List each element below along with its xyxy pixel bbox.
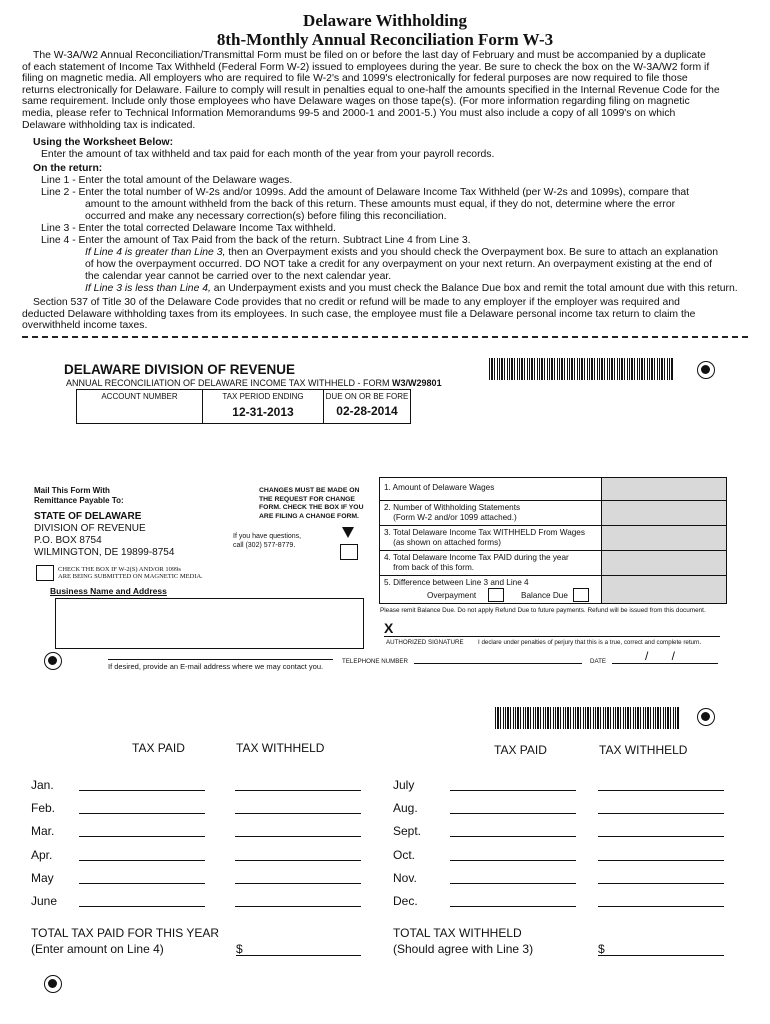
agency-name: DELAWARE DIVISION OF REVENUE	[64, 362, 296, 377]
return-line-4: Line 4 - Enter the amount of Tax Paid from the back of the return. Subtract Line 4 from Line 3.	[41, 235, 471, 246]
worksheet-heading: Using the Worksheet Below:	[33, 137, 174, 148]
return-line-2-cont: occurred and make any necessary correction(s) before filing this reconciliation.	[85, 211, 447, 222]
barcode-top	[489, 358, 673, 380]
intro-line: media, please refer to Technical Information Memorandums 99-5 and 2000-1 and 2001-5.) You must also include a copy of all 1099's on which	[22, 107, 676, 119]
magnetic-media-line: CHECK THE BOX IF W-2(S) AND/OR 1099s	[58, 566, 181, 573]
month-label: Mar.	[31, 824, 55, 838]
dollar-sign: $	[598, 942, 605, 956]
tax-paid-field[interactable]	[79, 790, 205, 791]
return-line-2: Line 2 - Enter the total number of W-2s and/or 1099s. Add the amount of Delaware Income Tax Withheld (per W-2s and 1099s), compare that	[41, 187, 690, 198]
telephone-label: TELEPHONE NUMBER	[342, 658, 409, 665]
intro-line: same requirement. Include only those employees who have Delaware wages on those tape(s). (For more information regarding filing on magnetic	[22, 96, 690, 108]
due-date-label: DUE ON OR BE FORE	[325, 392, 409, 401]
overpayment-instruction: then an Overpayment exists and you should check the Overpayment box. Be sure to attach an explanation	[225, 247, 719, 258]
intro-line: returns electronically for Delaware. Failure to comply will result in penalties equal to one-half the amounts specified in the Internal Revenue Code for the	[22, 84, 720, 96]
total-tax-paid-note: (Enter amount on Line 4)	[31, 942, 164, 956]
balance-due-label: Balance Due	[521, 591, 568, 600]
date-label: DATE	[590, 658, 607, 665]
return-heading: On the return:	[33, 163, 103, 174]
tax-withheld-field[interactable]	[598, 790, 724, 791]
date-field[interactable]	[612, 663, 718, 664]
month-label: Aug.	[393, 801, 418, 815]
return-line-2-cont: amount to the amount withheld from the back of this return. These amounts must equal, if they do not, determine where the error	[85, 199, 676, 210]
month-label: Oct.	[393, 848, 416, 862]
due-date-value: 02-28-2014	[336, 404, 398, 418]
total-tax-withheld-note: (Should agree with Line 3)	[393, 942, 534, 956]
tax-paid-field[interactable]	[450, 836, 576, 837]
balance-due-checkbox[interactable]	[573, 588, 589, 602]
tax-paid-field[interactable]	[79, 836, 205, 837]
title-line-2: 8th-Monthly Annual Reconciliation Form W-3	[216, 30, 554, 49]
overpayment-condition: If Line 4 is greater than Line 3,	[85, 247, 226, 258]
change-form-checkbox[interactable]	[340, 544, 358, 560]
email-field[interactable]	[108, 659, 333, 660]
tax-paid-field[interactable]	[79, 883, 205, 884]
form-subtitle	[66, 378, 442, 388]
changes-note-line: THE REQUEST FOR CHANGE	[259, 495, 355, 503]
section-537-line: Section 537 of Title 30 of the Delaware Code provides that no credit or refund will be made to any employer if the employer was required and	[33, 297, 680, 308]
line-2-label-line: 2. Number of Withholding Statements	[384, 503, 521, 512]
return-line-4-overpayment	[85, 247, 718, 259]
total-tax-paid-label: TOTAL TAX PAID FOR THIS YEAR	[31, 926, 220, 940]
form-subtitle-text: ANNUAL RECONCILIATION OF DELAWARE INCOME TAX WITHHELD - FORM	[66, 378, 390, 388]
cut-line	[22, 336, 748, 338]
line-3-label-line: 3. Total Delaware Income Tax WITHHELD From Wages	[384, 528, 585, 537]
reconciliation-lines-table	[379, 477, 727, 604]
month-label: May	[31, 871, 54, 885]
return-line-4-cont: the calendar year cannot be carried over to the next calendar year.	[85, 271, 392, 282]
intro-line: of each statement of Income Tax Withheld (Federal Form W-2) issued to employees during the year. Be sure to check the box on the W-3A/W2 form if	[22, 61, 710, 73]
month-label: July	[393, 778, 415, 792]
tax-withheld-field[interactable]	[598, 836, 724, 837]
tax-withheld-field[interactable]	[598, 813, 724, 814]
line-4-label-line: 4. Total Delaware Income Tax PAID during the year	[384, 553, 569, 562]
signature-mark: X	[384, 620, 394, 636]
tax-paid-field[interactable]	[450, 790, 576, 791]
month-label: Nov.	[393, 871, 417, 885]
line-5-amount[interactable]	[602, 576, 726, 603]
tax-paid-header-left: TAX PAID	[132, 741, 185, 755]
total-tax-paid-field[interactable]	[236, 955, 361, 956]
line-2-label-line: (Form W-2 and/or 1099 attached.)	[384, 513, 517, 522]
row-divider	[380, 500, 726, 501]
overpayment-checkbox[interactable]	[488, 588, 504, 602]
line-1-amount[interactable]	[602, 478, 726, 501]
intro-paragraph	[22, 50, 748, 131]
questions-line: call (302) 577-8779.	[233, 542, 296, 549]
month-label: Sept.	[393, 824, 422, 838]
changes-note-line: ARE FILING A CHANGE FORM.	[259, 512, 359, 520]
address-line: DIVISION OF REVENUE	[34, 523, 146, 534]
section-537-line: deducted Delaware withholding taxes from its employees. In such case, the employee must file a Delaware personal income tax return to claim the	[22, 308, 696, 320]
row-divider	[380, 575, 726, 576]
changes-note-line: FORM. CHECK THE BOX IF YOU	[259, 504, 364, 512]
month-label: Feb.	[31, 801, 56, 815]
line-3-label	[384, 528, 585, 548]
tax-period-label: TAX PERIOD ENDING	[222, 392, 304, 401]
account-info-box	[76, 389, 411, 424]
business-address-field[interactable]	[55, 598, 364, 649]
address-line: WILMINGTON, DE 19899-8754	[34, 547, 175, 558]
signature-field[interactable]	[384, 636, 720, 637]
line-5-label: 5. Difference between Line 3 and Line 4	[384, 578, 529, 587]
line-4-label	[384, 553, 569, 573]
tax-paid-field[interactable]	[79, 906, 205, 907]
line-3-label-line: (as shown on attached forms)	[384, 538, 501, 547]
address-line: P.O. BOX 8754	[34, 535, 102, 546]
line-3-amount[interactable]	[602, 526, 726, 551]
signature-label: AUTHORIZED SIGNATURE	[386, 639, 464, 646]
magnetic-media-note	[58, 566, 203, 580]
intro-line: filing on magnetic media. All employers who are required to file W-2's and 1099's electronically for federal purposes are now required to file those	[22, 73, 688, 85]
tax-paid-field[interactable]	[450, 906, 576, 907]
registration-mark-icon	[697, 708, 715, 726]
address-line: STATE OF DELAWARE	[34, 511, 142, 522]
return-line-4-underpayment	[85, 283, 738, 295]
tax-withheld-field[interactable]	[235, 883, 361, 884]
barcode-bottom	[495, 707, 679, 729]
underpayment-instruction: an Underpayment exists and you must check the Balance Due box and remit the total amount due with this return.	[210, 283, 738, 294]
return-line-1: Line 1 - Enter the total amount of the Delaware wages.	[41, 175, 293, 186]
line-1-label: 1. Amount of Delaware Wages	[384, 483, 495, 492]
return-line-4-cont: of how the overpayment occurred. DO NOT take a credit for any overpayment on your next return. An overpayment existing at the end of	[85, 259, 713, 270]
row-divider	[380, 550, 726, 551]
tax-withheld-field[interactable]	[235, 813, 361, 814]
tax-paid-field[interactable]	[450, 883, 576, 884]
mail-to-line: Remittance Payable To:	[34, 496, 124, 505]
row-divider	[380, 525, 726, 526]
tax-withheld-field[interactable]	[598, 883, 724, 884]
registration-mark-icon	[44, 975, 62, 993]
arrow-down-icon	[342, 527, 354, 538]
tax-paid-header-right: TAX PAID	[494, 743, 547, 757]
line-4-label-line: from back of this form.	[384, 563, 475, 572]
tax-withheld-header-right: TAX WITHHELD	[599, 743, 688, 757]
worksheet-text: Enter the amount of tax withheld and tax paid for each month of the year from your payroll records.	[41, 149, 495, 160]
changes-note	[259, 487, 363, 521]
month-label: Jan.	[31, 778, 54, 792]
email-label: If desired, provide an E-mail address where we may contact you.	[108, 662, 324, 671]
mail-to-line: Mail This Form With	[34, 486, 110, 495]
account-number-label: ACCOUNT NUMBER	[101, 392, 178, 401]
registration-mark-icon	[697, 361, 715, 379]
line-2-label	[384, 503, 520, 523]
mail-to-note	[34, 486, 124, 506]
line-2-amount[interactable]	[602, 501, 726, 526]
changes-note-line: CHANGES MUST BE MADE ON	[259, 487, 360, 494]
telephone-field[interactable]	[414, 663, 582, 664]
tax-paid-field[interactable]	[79, 860, 205, 861]
perjury-note: I declare under penalties of perjury that this is a true, correct and complete return.	[478, 639, 702, 646]
tax-withheld-field[interactable]	[598, 906, 724, 907]
page-title	[0, 11, 770, 49]
title-line-1: Delaware Withholding	[303, 11, 467, 30]
overpayment-label: Overpayment	[427, 591, 477, 600]
tax-period-value: 12-31-2013	[232, 405, 294, 419]
tax-withheld-field[interactable]	[598, 860, 724, 861]
month-label: Apr.	[31, 848, 53, 862]
tax-withheld-field[interactable]	[235, 860, 361, 861]
tax-withheld-field[interactable]	[235, 790, 361, 791]
tax-withheld-field[interactable]	[235, 836, 361, 837]
line-4-amount[interactable]	[602, 551, 726, 576]
section-537-paragraph	[22, 297, 748, 332]
remit-note: Please remit Balance Due. Do not apply Refund Due to future payments. Refund will be issued from this document.	[380, 607, 706, 614]
magnetic-media-line: ARE BEING SUBMITTED ON MAGNETIC MEDIA.	[58, 573, 203, 580]
total-tax-withheld-field[interactable]	[598, 955, 724, 956]
underpayment-condition: If Line 3 is less than Line 4,	[85, 283, 211, 294]
tax-paid-field[interactable]	[79, 813, 205, 814]
questions-line: If you have questions,	[233, 533, 302, 540]
magnetic-media-checkbox[interactable]	[36, 565, 54, 581]
intro-line: The W-3A/W2 Annual Reconciliation/Transmittal Form must be filed on or before the last day of February and must be accompanied by a duplicate	[33, 50, 706, 61]
tax-paid-field[interactable]	[450, 813, 576, 814]
business-name-label: Business Name and Address	[50, 586, 167, 596]
mailing-address	[34, 511, 174, 559]
registration-mark-icon	[44, 652, 62, 670]
section-537-line: overwithheld income taxes.	[22, 320, 148, 332]
tax-withheld-header-left: TAX WITHHELD	[236, 741, 325, 755]
return-line-3: Line 3 - Enter the total corrected Delaware Income Tax withheld.	[41, 223, 336, 234]
questions-note	[233, 532, 301, 550]
tax-withheld-field[interactable]	[235, 906, 361, 907]
date-slashes: / /	[645, 649, 676, 663]
intro-line: Delaware withholding tax is indicated.	[22, 119, 196, 131]
month-label: June	[31, 894, 58, 908]
total-tax-withheld-label: TOTAL TAX WITHHELD	[393, 926, 522, 940]
tax-paid-field[interactable]	[450, 860, 576, 861]
dollar-sign: $	[236, 942, 243, 956]
form-code: W3/W29801	[392, 378, 442, 388]
month-label: Dec.	[393, 894, 418, 908]
column-divider	[601, 478, 602, 603]
